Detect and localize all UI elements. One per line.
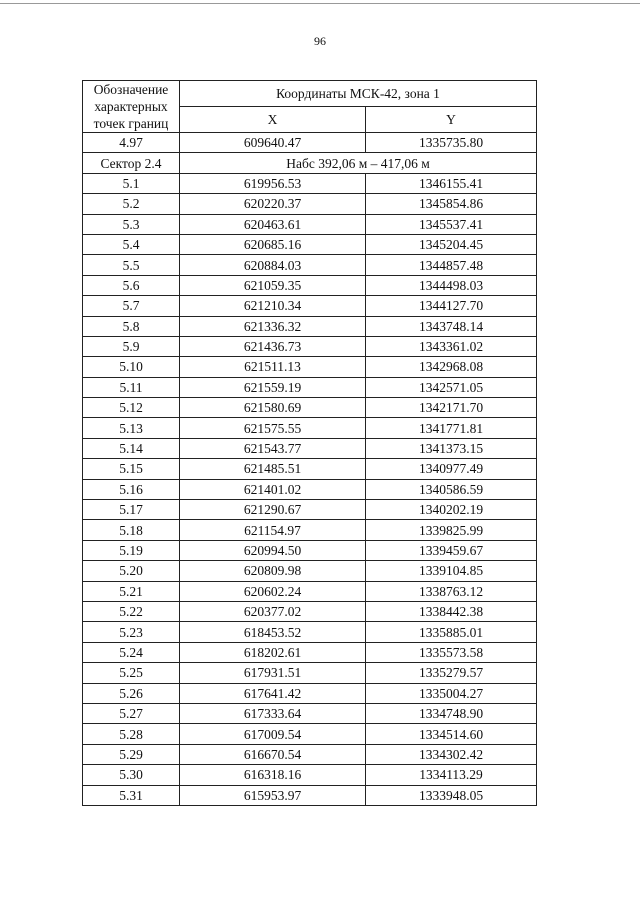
- x-coordinate-cell: 621436.73: [180, 336, 366, 356]
- y-coordinate-cell: 1333948.05: [366, 785, 537, 805]
- point-id-cell: 5.26: [83, 683, 180, 703]
- x-coordinate-cell: 621401.02: [180, 479, 366, 499]
- y-coordinate-cell: 1342571.05: [366, 377, 537, 397]
- page-number: 96: [314, 34, 326, 48]
- y-coordinate-cell: 1342968.08: [366, 357, 537, 377]
- y-coordinate-cell: 1339459.67: [366, 540, 537, 560]
- x-coordinate-cell: 620994.50: [180, 540, 366, 560]
- table-row: [83, 500, 537, 520]
- y-coordinate-cell: 1339104.85: [366, 561, 537, 581]
- table-row: [83, 296, 537, 316]
- x-coordinate-cell: 620602.24: [180, 581, 366, 601]
- x-coordinate-cell: 616670.54: [180, 744, 366, 764]
- top-scan-rule: [0, 3, 640, 4]
- table-row: [83, 724, 537, 744]
- table-row: [83, 561, 537, 581]
- table-row: [83, 601, 537, 621]
- table-row: [83, 398, 537, 418]
- table-row: [83, 438, 537, 458]
- x-coordinate-cell: 615953.97: [180, 785, 366, 805]
- sector-row: [83, 153, 537, 173]
- x-coordinate-cell: 616318.16: [180, 765, 366, 785]
- x-coordinate-cell: 621559.19: [180, 377, 366, 397]
- table-row: [83, 581, 537, 601]
- y-coordinate-cell: 1346155.41: [366, 173, 537, 193]
- y-coordinate-cell: 1334113.29: [366, 765, 537, 785]
- point-id-cell: 5.12: [83, 398, 180, 418]
- y-coordinate-cell: 1334302.42: [366, 744, 537, 764]
- point-id-cell: 5.27: [83, 703, 180, 723]
- table-row: [83, 642, 537, 662]
- y-coordinate-cell: 1344498.03: [366, 275, 537, 295]
- point-id-cell: 5.16: [83, 479, 180, 499]
- designation-header-line: характерных: [94, 99, 168, 114]
- y-coordinate-cell: 1335004.27: [366, 683, 537, 703]
- x-coordinate-cell: 617009.54: [180, 724, 366, 744]
- header-row: [83, 81, 537, 107]
- x-coordinate-cell: 620220.37: [180, 194, 366, 214]
- x-coordinate-cell: 620377.02: [180, 601, 366, 621]
- table-row: [83, 275, 537, 295]
- x-coordinate-cell: 620463.61: [180, 214, 366, 234]
- point-id-cell: 5.24: [83, 642, 180, 662]
- point-id-cell: 5.17: [83, 500, 180, 520]
- table-row: [83, 133, 537, 153]
- sector-height-range-cell: Набс 392,06 м – 417,06 м: [180, 153, 537, 173]
- point-id-cell: 4.97: [83, 133, 180, 153]
- point-id-cell: 5.19: [83, 540, 180, 560]
- y-coordinate-cell: 1343748.14: [366, 316, 537, 336]
- x-coordinate-cell: 618202.61: [180, 642, 366, 662]
- x-coordinate-cell: 621210.34: [180, 296, 366, 316]
- table-row: [83, 336, 537, 356]
- x-column-header: X: [180, 107, 366, 133]
- point-id-cell: 5.8: [83, 316, 180, 336]
- x-coordinate-cell: 617931.51: [180, 663, 366, 683]
- point-id-cell: 5.11: [83, 377, 180, 397]
- table-row: [83, 765, 537, 785]
- table-row: [83, 540, 537, 560]
- y-coordinate-cell: 1340977.49: [366, 459, 537, 479]
- table-row: [83, 377, 537, 397]
- y-coordinate-cell: 1342171.70: [366, 398, 537, 418]
- table-row: [83, 173, 537, 193]
- table-row: [83, 357, 537, 377]
- y-coordinate-cell: 1341771.81: [366, 418, 537, 438]
- y-coordinate-cell: 1343361.02: [366, 336, 537, 356]
- table-row: [83, 418, 537, 438]
- designation-header: [83, 81, 180, 133]
- y-coordinate-cell: 1344857.48: [366, 255, 537, 275]
- point-id-cell: 5.25: [83, 663, 180, 683]
- x-coordinate-cell: 617641.42: [180, 683, 366, 703]
- x-coordinate-cell: 621290.67: [180, 500, 366, 520]
- point-id-cell: 5.1: [83, 173, 180, 193]
- x-coordinate-cell: 609640.47: [180, 133, 366, 153]
- point-id-cell: 5.13: [83, 418, 180, 438]
- point-id-cell: 5.23: [83, 622, 180, 642]
- table-row: [83, 683, 537, 703]
- x-coordinate-cell: 621059.35: [180, 275, 366, 295]
- sector-label-cell: Сектор 2.4: [83, 153, 180, 173]
- x-coordinate-cell: 619956.53: [180, 173, 366, 193]
- point-id-cell: 5.20: [83, 561, 180, 581]
- y-coordinate-cell: 1341373.15: [366, 438, 537, 458]
- table-row: [83, 214, 537, 234]
- x-coordinate-cell: 620685.16: [180, 234, 366, 254]
- y-coordinate-cell: 1345854.86: [366, 194, 537, 214]
- point-id-cell: 5.14: [83, 438, 180, 458]
- table-row: [83, 316, 537, 336]
- table-row: [83, 459, 537, 479]
- x-coordinate-cell: 621154.97: [180, 520, 366, 540]
- x-coordinate-cell: 620809.98: [180, 561, 366, 581]
- table-row: [83, 703, 537, 723]
- point-id-cell: 5.18: [83, 520, 180, 540]
- x-coordinate-cell: 621511.13: [180, 357, 366, 377]
- point-id-cell: 5.21: [83, 581, 180, 601]
- table-row: [83, 479, 537, 499]
- x-coordinate-cell: 621575.55: [180, 418, 366, 438]
- designation-header-line: Обозначение: [93, 82, 169, 97]
- point-id-cell: 5.29: [83, 744, 180, 764]
- table-row: [83, 520, 537, 540]
- point-id-cell: 5.10: [83, 357, 180, 377]
- x-coordinate-cell: 617333.64: [180, 703, 366, 723]
- x-coordinate-cell: 621580.69: [180, 398, 366, 418]
- point-id-cell: 5.15: [83, 459, 180, 479]
- table-row: [83, 622, 537, 642]
- table-row: [83, 663, 537, 683]
- x-coordinate-cell: 621543.77: [180, 438, 366, 458]
- point-id-cell: 5.9: [83, 336, 180, 356]
- y-coordinate-cell: 1344127.70: [366, 296, 537, 316]
- y-coordinate-cell: 1340202.19: [366, 500, 537, 520]
- point-id-cell: 5.30: [83, 765, 180, 785]
- point-id-cell: 5.22: [83, 601, 180, 621]
- y-coordinate-cell: 1335573.58: [366, 642, 537, 662]
- y-coordinate-cell: 1334748.90: [366, 703, 537, 723]
- coordinates-table: [82, 80, 537, 806]
- y-coordinate-cell: 1339825.99: [366, 520, 537, 540]
- point-id-cell: 5.28: [83, 724, 180, 744]
- x-coordinate-cell: 618453.52: [180, 622, 366, 642]
- table-row: [83, 255, 537, 275]
- point-id-cell: 5.3: [83, 214, 180, 234]
- point-id-cell: 5.4: [83, 234, 180, 254]
- table-row: [83, 194, 537, 214]
- x-coordinate-cell: 621336.32: [180, 316, 366, 336]
- y-coordinate-cell: 1334514.60: [366, 724, 537, 744]
- point-id-cell: 5.5: [83, 255, 180, 275]
- y-coordinate-cell: 1338442.38: [366, 601, 537, 621]
- point-id-cell: 5.2: [83, 194, 180, 214]
- y-coordinate-cell: 1345537.41: [366, 214, 537, 234]
- table-row: [83, 234, 537, 254]
- point-id-cell: 5.31: [83, 785, 180, 805]
- y-coordinate-cell: 1345204.45: [366, 234, 537, 254]
- table-row: [83, 744, 537, 764]
- designation-header-line: точек границ: [93, 116, 169, 131]
- y-coordinate-cell: 1335279.57: [366, 663, 537, 683]
- y-coordinate-cell: 1338763.12: [366, 581, 537, 601]
- point-id-cell: 5.6: [83, 275, 180, 295]
- coordinates-system-header: Координаты МСК-42, зона 1: [180, 81, 537, 107]
- x-coordinate-cell: 620884.03: [180, 255, 366, 275]
- table-row: [83, 785, 537, 805]
- x-coordinate-cell: 621485.51: [180, 459, 366, 479]
- point-id-cell: 5.7: [83, 296, 180, 316]
- y-coordinate-cell: 1335885.01: [366, 622, 537, 642]
- y-column-header: Y: [366, 107, 537, 133]
- y-coordinate-cell: 1335735.80: [366, 133, 537, 153]
- y-coordinate-cell: 1340586.59: [366, 479, 537, 499]
